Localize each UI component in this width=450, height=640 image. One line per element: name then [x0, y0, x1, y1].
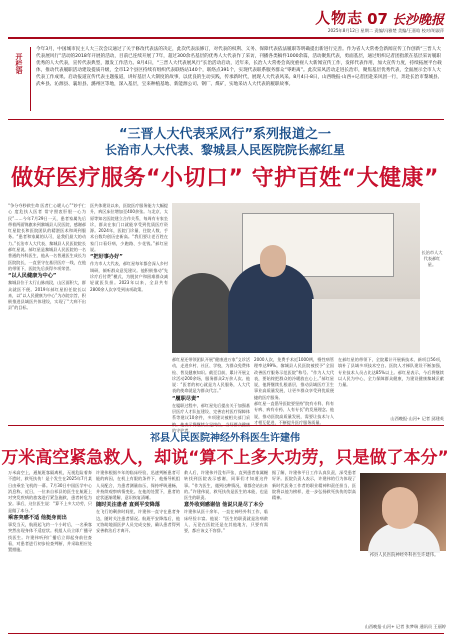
story1-subhead-2: “把好事办好” [90, 254, 123, 261]
story1-photo [172, 203, 420, 353]
story1-column-2 [90, 203, 168, 423]
story2-column-4 [272, 470, 356, 622]
story1-col4-text: 2000人次，免费手术近1000例，慢性病管理率达99%。黎城县人民医院被授予“全国改善医疗服务示范医院”称号。“作为人大代表，要始终把群众的冷暖放在心上。”郝红星说，他将继续扎根基层，推动县域医疗卫生事业高质量发展，让更多群众享受到优质便捷的医疗服务。 [254, 357, 334, 400]
photo-doctor-head [260, 245, 286, 277]
story2-col3b-text: 许建伟从医十余年，一直在神经外科工作，临床经验丰富。他说：“医生的职责就是治病救人，无论在医院还是在其他地方，只要有需要，都应该义不容辞。” [184, 509, 268, 534]
section-name: 人物志 [315, 9, 364, 27]
story1-subhead: 长治市人大代表、黎城县人民医院院长郝红星 [104, 143, 345, 157]
issue-meta: 2025年8月12日 星期二 责编/冯雅楚 美编/王嘉晗 校对/胡淑萍 [327, 28, 444, 33]
story2-photo [360, 473, 446, 551]
story2-subhead-3: 意外收到感谢信 他说只是尽了本分 [184, 502, 264, 509]
story2-subhead-2: 随时关注患者 直到平安降落 [96, 502, 161, 509]
footer-rule [8, 633, 444, 634]
story1-col1b-text: 黎城县位于太行山脉南段，山区面积大，群众就医不便。2019年郝红星担任院长以来，以“以人民健康为中心”为办院宗旨，积极推进县域医共体建设，实现了“大病不出县”的目标。 [8, 280, 86, 311]
story1-kicker: “三晋人大代表采风行”系列报道之一 [118, 127, 332, 142]
story2-col4-text: 据了解，许建伟平日工作认真负责，深受患者好评。医院负责人表示，许建伟的行为体现了新时代医务工作者的职业精神和责任担当，医院将以他为榜样，进一步弘扬救死扶伤的崇高精神。 [272, 470, 356, 501]
story2-col1b-text: 事发当天，航班起飞约一个小时后，一名乘客突然出现身体不适症状。机组人员立即广播寻找医生。许建伟听到广播后立即起身前往查看，对患者进行初步检查判断，并采取相应处置措施。 [8, 522, 92, 553]
story1-col3b-text: 在履职过程中，郝红星先后提出关于加强基层医疗人才队伍建设、完善农村医疗保障体系等建议10余件，多项建议被相关部门采 的守护者。 [172, 402, 250, 433]
story1-subhead-1: “以人民健康为中心” [8, 273, 57, 280]
story2-headline: 万米高空紧急救人，却说“算不上多大功劳，只是做了本分” [1, 448, 449, 468]
story1-photo-caption: 长治市人大代表郝红星。 [421, 250, 443, 267]
story1-col2-text: 医共体建设以来，医院医疗服务能力大幅提升，病区床位增加至400余张。与北京、太原等知名医院建立合作关系，每周有专家坐诊，群众在家门口就能享受到优质医疗资源。2024年，医院门诊量、住院人数、手术台数均创历史新高。“我们要让老百姓在家门口看好病，少跑路、少花钱。”郝红星说。 [90, 203, 168, 253]
story1-column-3 [172, 357, 250, 433]
story2-column-3 [184, 470, 268, 630]
story1-col2b-text: 作为市人大代表，郝红星每年都会深入乡村调研，倾听群众意见建议。他积极推动“先诊疗后付费”模式，为脱贫户和困难群众减轻就医负担。2023年以来，全县共有2800余人次享受到该项政策。 [90, 261, 168, 292]
story2-byline: 山西晚报·山河+ 记者 张梦瑞 通讯员 王丽婷 [364, 624, 446, 629]
story2-col2-text: 许建伟根据多年的临床经验，迅速判断患者可能的病因，在机上有限的条件下，他指导机组人员配合，为患者测量血压，保持呼吸通畅，并持续观察病情变化。在他的处置下，患者的症状逐渐缓解，意识恢复清晰。 [96, 470, 180, 501]
intro-text: 今年3月，中国城市民主人大三次会议通过了关于修改代表法的决定，此次代表法修订，对代表的权利、义务、保障代表依法履职等明确提出新进行完善。作为省人大常委会新闻宣传工作创新“三晋人大代表展风行”活动的2018年开展的活动，目前已连续开展了7年，超过300余名基层的优秀人大代表作了采访，刊播各类稿件1000余篇，活动聚焦代表，勇面基层，通过组织记者团指派在基层采访履职优秀的人大代表，宣传代表典型，激发工作活力。8月4日，“三晋人大代表展风行”长治活动启动，近年来，长治人大常委会高度重视人大新闻宣传工作，发挥代表作用，加大宣传力度，持续拓展平台载体，推动代表履职活动建设提质升级，全市12个县区持续有组织代表联络站140个，联络点391个，实现代表联系服务群众“零距离”。此次采风活动走进长治市，聚焦基层优秀代表，全面展示全市人大代表工作成果。启动报道宣传代表主题报道，讲好基层人大制度的故事，以优良的生动实践，传承新时代，展现人大代表风采。8月4日-8日，山西晚报·山西+记者团赴采风团一行，奔赴长治市黎城县、武乡县、沁源县、襄垣县、潞州区等地，深入基层，宝来种植基地、新能源公司、钢厂、煤矿，实地采访人大代表的履职故事。 [36, 47, 443, 88]
story2-col3-text: 救人后，许建伟并没有声张，直到患者家属辗转找到医院表示感谢，同事们才知道这件事。“作为医生，遇到这种情况，谁都会站出来的。”许建伟说，救死扶伤是医生的本能，也是医生的职责。 [184, 470, 268, 501]
page-number: 07 [367, 10, 388, 28]
story2-column-1 [8, 470, 92, 630]
story2-col1-text: 万米高空上，通航班客隔离机，无视危险着奔不遗时，救死扶伤！是个发生在2025年7月某日由乘坐飞机的一幕。7月30日中国医学中心消息称，近日，一位来自祁县的医生在航班上对突发疾病的旅客进行紧急施救，患者转危为安。事后，这位医生说：“算不上多大功劳，只是做了本分。” [8, 470, 92, 513]
photo-desk [312, 299, 420, 353]
story1-col4b-text: 郝红星一直倡导医院要坚持“院有专科、科有专病、病有专药、人有专长”的发展理念。他说，推动医院高质量发展，需要让技术与人才相互促进，不断提升医疗服务质量。 [254, 401, 334, 425]
story1-col5-text: 在郝红星的带领下，全院累计开展新技术、新项目56项，填补了县域多项技术空白。医院人才梯队建设不断加强，专业技术人员占比达85%以上。郝红星表示，今后将继续以人民为中心，全力保障群众健康，为建设健康黎城贡献力量。 [338, 357, 444, 388]
intro-tag-label: 开栏语 [15, 53, 23, 74]
masthead-logo: 长沙晚报 [391, 13, 444, 28]
story1-byline: 山西晚报·山河+ 记者 邱建英 [390, 416, 444, 421]
story1-headline: 做好医疗服务“小切口” 守护百姓“大健康” [11, 166, 439, 191]
section-divider [8, 425, 444, 426]
photo-patient [172, 273, 232, 353]
story2-col2b-text: 在飞行的剩余时间里，许建伟一直守在患者身边，随时关注患者情况。航班平安降落后，他又协助地面医护人员完成交接，确认患者得到妥善救治后才离开。 [96, 509, 180, 534]
page-header [315, 6, 444, 28]
story2-kicker: 祁县人民医院神经外科医生许建伟 [150, 433, 300, 444]
photo2-doctor-head [382, 487, 418, 529]
story1-subhead-3: “履职尽责” [172, 395, 200, 402]
story1-col3-text: 郝红星还带领团队开展“健康进万家”义诊活动，走进乡村、社区、学校，为群众免费体检、普及健康知识。截至目前，累计开展义诊活动200余场，服务群众2万余人次。他说：“医者的初心就是为人民服务，人大代表的使命就是为群众代言。” [172, 357, 250, 394]
story2-subhead-1: 乘客突感不适 他挺身而出 [8, 515, 67, 522]
story1-col1-text: “争分夺秒救生命 医者仁心暖人心”“妙手仁心 度危扶人医者 常守照衷肝胆一心为民”……今年7月29日一天，患者家属先后带着两面锦旗来到黎城县人民医院，感谢郝红星院长和医院团队的精湛医术和周到服务。“患者和家属的认可，是我们最大的动力。”长治市人大代表、黎城县人民医院院长郝红星说。郝红星是黎城县人民医院的一名普通的外科医生，他从一名普通医生成长为医院院长，一直坚守在基层医疗一线，在他的带领下，医院先后获得多项荣誉。 [8, 203, 86, 271]
story2-column-2 [96, 470, 180, 630]
intro-rule [8, 119, 444, 120]
story2-photo-caption: 祁县人民医院神经外科医生许建伟。 [369, 553, 439, 558]
story1-column-4 [254, 357, 334, 423]
story1-column-5 [338, 357, 444, 415]
header-blank-left [10, 8, 270, 34]
intro-tag [8, 47, 31, 111]
header-rule [8, 37, 444, 39]
story1-column-1 [8, 203, 86, 423]
